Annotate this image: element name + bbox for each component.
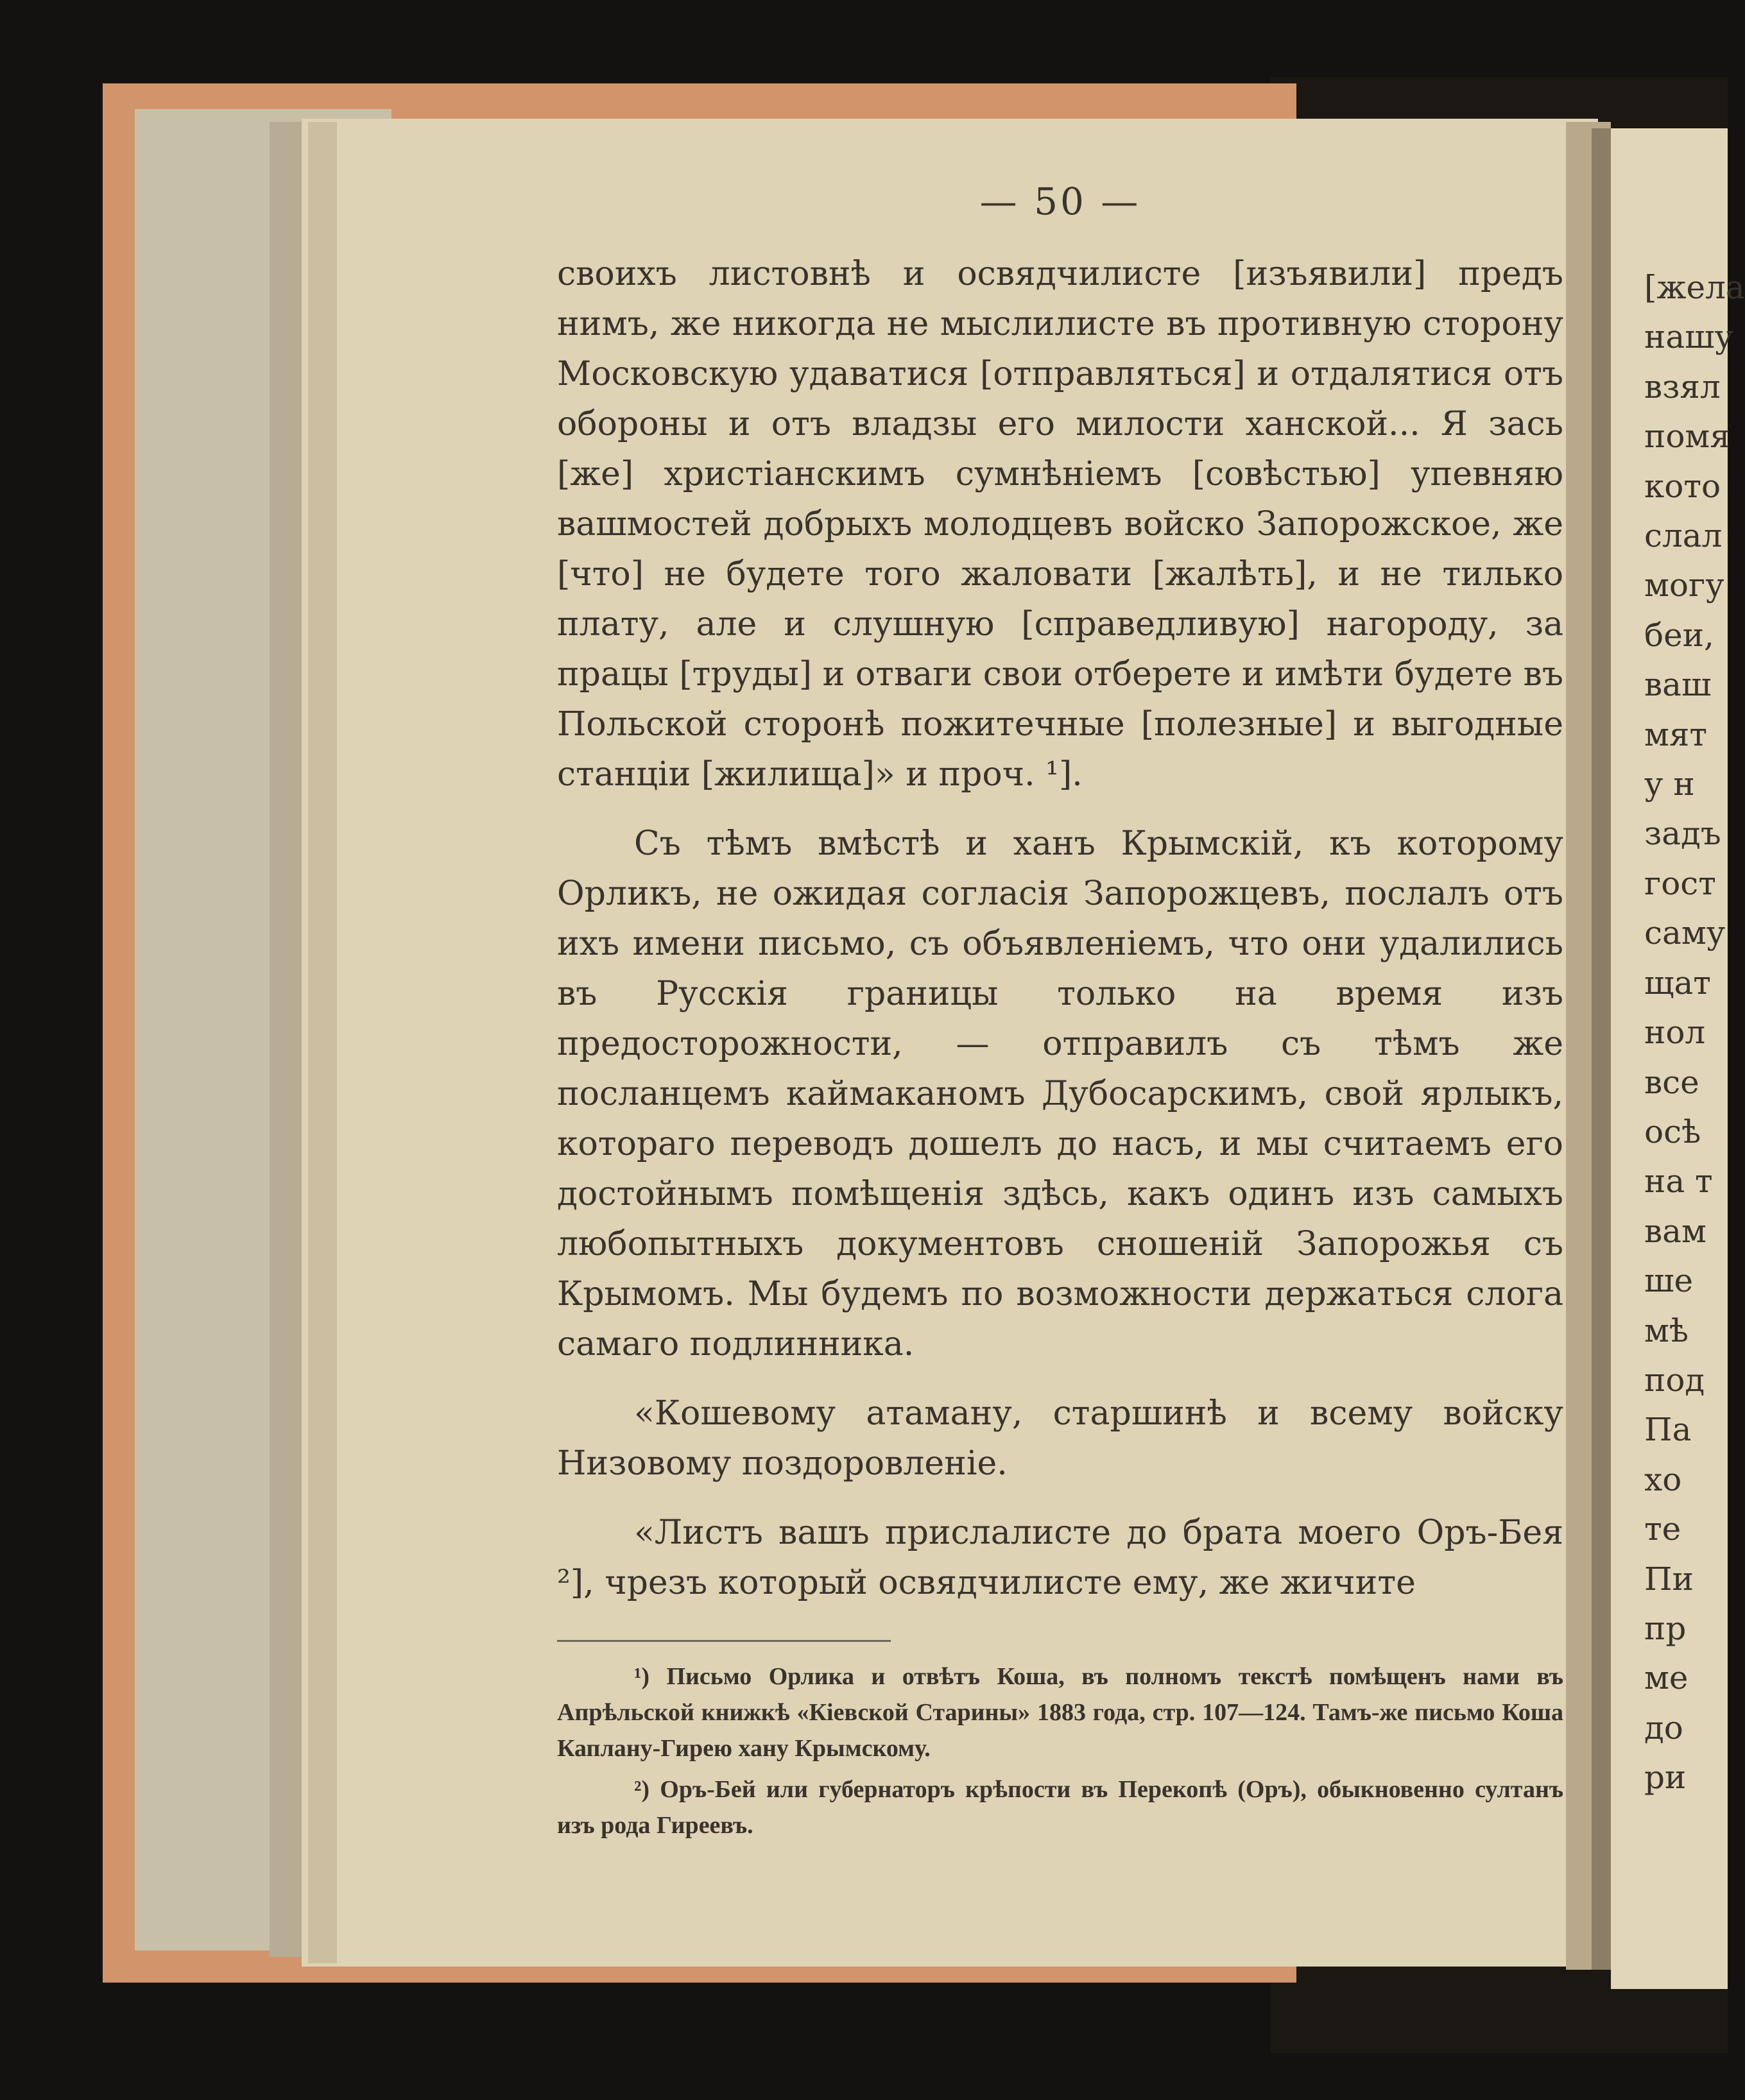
facing-line: на т bbox=[1644, 1163, 1713, 1200]
facing-line: нол bbox=[1644, 1014, 1706, 1052]
facing-line: саму bbox=[1644, 914, 1726, 952]
footnote-1: ¹) Письмо Орлика и отвѣтъ Коша, въ полномъ текстѣ помѣщенъ нами въ Апрѣльской книжкѣ «Кіевской Старины» 1883 года, стр. 107—124. Тамъ-же письмо Коша Каплану-Гирею хану Крымскому. bbox=[557, 1663, 1563, 1762]
facing-line: слал bbox=[1644, 517, 1723, 555]
facing-line: нашу bbox=[1644, 318, 1734, 356]
facing-line: до bbox=[1644, 1709, 1683, 1746]
facing-line: хо bbox=[1644, 1460, 1682, 1498]
facing-line: все bbox=[1644, 1063, 1699, 1101]
facing-line: помя bbox=[1644, 418, 1730, 456]
facing-line: Пи bbox=[1644, 1560, 1694, 1598]
facing-line: Па bbox=[1644, 1411, 1692, 1449]
facing-line: мѣ bbox=[1644, 1311, 1689, 1349]
facing-line: под bbox=[1644, 1361, 1705, 1399]
facing-line: ваш bbox=[1644, 666, 1712, 704]
facing-line: задъ bbox=[1644, 815, 1721, 853]
facing-line: осѣ bbox=[1644, 1113, 1701, 1150]
page-content bbox=[557, 180, 1563, 1848]
facing-line: мят bbox=[1644, 715, 1708, 753]
facing-line: щат bbox=[1644, 964, 1711, 1002]
body-paragraph-1: своихъ листовнѣ и освядчилисте [изъявили] предъ нимъ, же никогда не мыслилисте въ противную сторону Московскую удаватися [отправляться] и отдалятися отъ обороны и отъ владзы его милости ханской... Я зась [же] христіанскимъ сумнѣніемъ [совѣстью] упевняю вашмостей добрыхъ молодцевъ войско Запорожское, же [что] не будете того жаловати [жалѣть], и не тилько плату, але и слушную [справедливую] нагороду, за працы [труды] и отваги свои отберете и имѣти будете въ Польской сторонѣ пожитечные [полезные] и выгодные станціи [жилища]» и проч. ¹]. bbox=[557, 255, 1563, 794]
facing-line: взял bbox=[1644, 368, 1721, 405]
facing-line: у н bbox=[1644, 765, 1695, 803]
facing-line: [жела bbox=[1644, 269, 1745, 306]
footnote-divider bbox=[557, 1640, 891, 1642]
footnote-2: ²) Оръ-Бей или губернаторъ крѣпости въ Перекопѣ (Оръ), обыкновенно султанъ изъ рода Гиреевъ. bbox=[557, 1776, 1563, 1839]
page-number: — 50 — bbox=[979, 180, 1141, 223]
facing-line: ме bbox=[1644, 1659, 1689, 1697]
body-paragraph-2: Съ тѣмъ вмѣстѣ и ханъ Крымскій, къ которому Орликъ, не ожидая согласія Запорожцевъ, послалъ отъ ихъ имени письмо, съ объявленіемъ, что они удалились въ Русскія границы только на время изъ предосторожности, — отправилъ съ тѣмъ же посланцемъ каймаканомъ Дубосарскимъ, свой ярлыкъ, котораго переводъ дошелъ до насъ, и мы считаемъ его достойнымъ помѣщенія здѣсь, какъ одинъ изъ самыхъ любопытныхъ документовъ сношеній Запорожья съ Крымомъ. Мы будемъ по возможности держаться слога самаго подлинника. bbox=[557, 824, 1563, 1363]
facing-line: гост bbox=[1644, 864, 1716, 902]
facing-line: ше bbox=[1644, 1262, 1694, 1300]
facing-page-fragments bbox=[1644, 263, 1745, 1803]
facing-line: те bbox=[1644, 1510, 1681, 1548]
facing-line: могу bbox=[1644, 567, 1724, 604]
facing-line: ри bbox=[1644, 1759, 1687, 1797]
body-paragraph-3: «Кошевому атаману, старшинѣ и всему войску Низовому поздоровленіе. bbox=[557, 1394, 1563, 1483]
body-paragraph-4: «Листъ вашъ прислалисте до брата моего Оръ-Бея ²], чрезъ который освядчилисте ему, же жичите bbox=[557, 1514, 1563, 1602]
facing-line: пр bbox=[1644, 1609, 1687, 1647]
facing-line: беи, bbox=[1644, 616, 1714, 654]
facing-line: вам bbox=[1644, 1212, 1706, 1250]
facing-line: кото bbox=[1644, 467, 1721, 505]
